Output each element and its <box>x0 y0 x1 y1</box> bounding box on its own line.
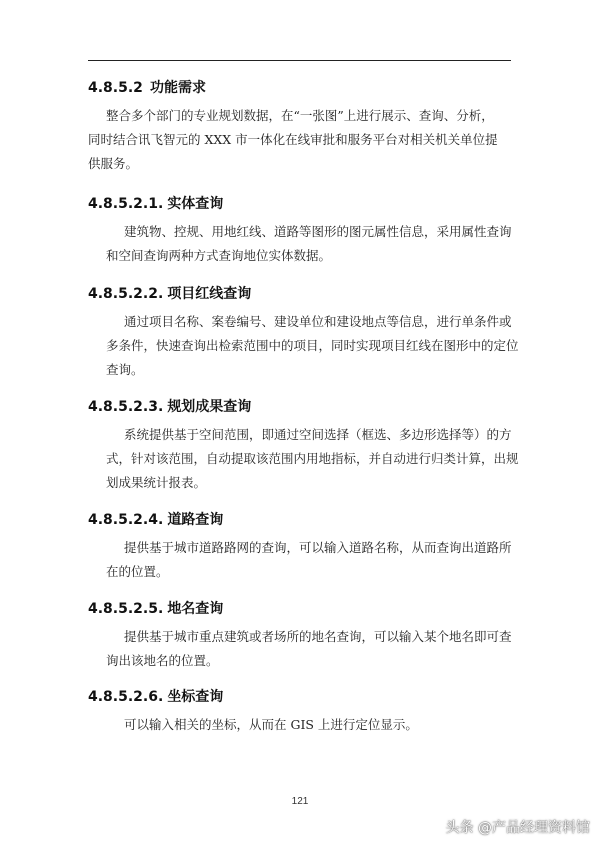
section-body-project-redline-query <box>106 310 519 382</box>
section-heading-road-query <box>88 509 223 529</box>
section-heading-project-redline-query <box>88 283 251 303</box>
paragraph-line: 多条件，快速查询出检索范围中的项目，同时实现项目红线在图形中的定位 <box>106 338 519 353</box>
paragraph-line: 划成果统计报表。 <box>106 475 207 490</box>
section-body-road-query <box>106 536 516 584</box>
paragraph-line: 可以输入相关的坐标，从而在 GIS 上进行定位显示。 <box>124 717 418 732</box>
section-body-coordinate-query <box>106 713 516 737</box>
header-rule <box>88 60 511 61</box>
section-body-planning-results-query <box>106 423 519 495</box>
paragraph-line: 在的位置。 <box>106 564 169 579</box>
section-number: 4.8.5.2.4. <box>88 512 164 528</box>
main-heading-number: 4.8.5.2 <box>88 80 143 96</box>
section-number: 4.8.5.2.1. <box>88 196 164 212</box>
watermark-text: 头条 @产品经理资料馆 <box>445 820 590 836</box>
section-body-place-name-query <box>106 625 516 673</box>
section-number: 4.8.5.2.2. <box>88 286 164 302</box>
section-heading-planning-results-query <box>88 396 251 416</box>
section-heading-coordinate-query <box>88 686 223 706</box>
section-title: 实体查询 <box>167 196 224 212</box>
paragraph-line: 提供基于城市道路路网的查询，可以输入道路名称，从而查询出道路所 <box>124 540 512 555</box>
paragraph-line: 式，针对该范围，自动提取该范围内用地指标，并自动进行归类计算，出规 <box>106 451 519 466</box>
section-number: 4.8.5.2.3. <box>88 399 164 415</box>
section-title: 坐标查询 <box>167 689 224 705</box>
intro-line: 同时结合讯飞智元的 XXX 市一体化在线审批和服务平台对相关机关单位提 <box>88 132 498 147</box>
section-title: 项目红线查询 <box>167 286 252 302</box>
paragraph-line: 建筑物、控规、用地红线、道路等图形的图元属性信息，采用属性查询 <box>124 224 512 239</box>
section-number: 4.8.5.2.6. <box>88 689 164 705</box>
section-heading-place-name-query <box>88 598 223 618</box>
intro-line: 供服务。 <box>88 156 139 171</box>
paragraph-line: 通过项目名称、案卷编号、建设单位和建设地点等信息，进行单条件或 <box>124 314 512 329</box>
intro-paragraph <box>88 104 524 176</box>
section-body-entity-query <box>106 220 516 268</box>
paragraph-line: 系统提供基于空间范围，即通过空间选择（框选、多边形选择等）的方 <box>124 427 512 442</box>
section-heading-entity-query <box>88 193 223 213</box>
paragraph-line: 询出该地名的位置。 <box>106 653 219 668</box>
page-number: 121 <box>291 796 309 807</box>
paragraph-line: 和空间查询两种方式查询地位实体数据。 <box>106 248 332 263</box>
paragraph-line: 提供基于城市重点建筑或者场所的地名查询，可以输入某个地名即可查 <box>124 629 512 644</box>
intro-line: 整合多个部门的专业规划数据，在“一张图”上进行展示、查询、分析， <box>106 108 494 123</box>
section-title: 地名查询 <box>167 601 224 617</box>
main-heading <box>88 77 206 97</box>
paragraph-line: 查询。 <box>106 362 144 377</box>
section-number: 4.8.5.2.5. <box>88 601 164 617</box>
main-heading-title: 功能需求 <box>150 80 206 96</box>
section-title: 规划成果查询 <box>167 399 252 415</box>
section-title: 道路查询 <box>167 512 224 528</box>
